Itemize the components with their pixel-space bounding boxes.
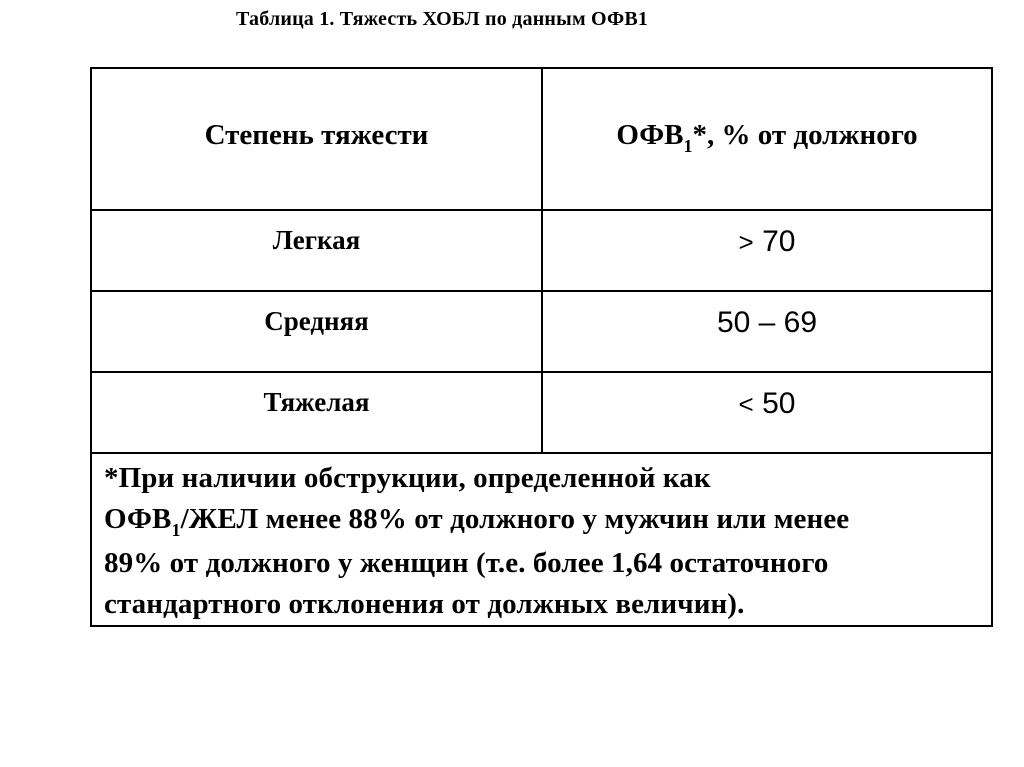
value-label	[543, 225, 991, 259]
footnote-line-3: 89% от должного у женщин (т.е. более 1,64 остаточного	[104, 547, 829, 579]
table-footnote-row	[91, 453, 992, 626]
table-header-row	[91, 68, 992, 210]
value-operator: >	[738, 226, 754, 257]
header-fev1-subscript: 1	[683, 135, 693, 156]
value-label	[543, 387, 991, 421]
value-number: 50 – 69	[716, 305, 818, 339]
footnote-line-4: стандартного отклонения от должных величин).	[104, 588, 745, 620]
grade-label: Средняя	[264, 306, 369, 336]
copd-severity-table	[90, 67, 993, 627]
grade-cell	[91, 291, 542, 372]
table-row-mild	[91, 210, 992, 291]
table-caption: Таблица 1. Тяжесть ХОБЛ по данным ОФВ1	[236, 8, 649, 30]
value-operator: <	[738, 388, 754, 419]
grade-cell	[91, 372, 542, 453]
footnote-line-2-suffix: /ЖЕЛ менее 88% от должного у мужчин или менее	[180, 503, 850, 535]
grade-label: Легкая	[272, 225, 361, 255]
value-cell	[542, 372, 992, 453]
header-severity-label: Степень тяжести	[204, 118, 429, 151]
grade-cell	[91, 210, 542, 291]
header-fev1-prefix: ОФВ	[616, 118, 684, 151]
footnote-line-1: *При наличии обструкции, определенной как	[104, 462, 711, 494]
footnote-line-2-prefix: ОФВ	[104, 503, 172, 535]
value-cell	[542, 291, 992, 372]
footnote-text	[92, 454, 991, 625]
value-number: 70	[753, 224, 796, 258]
header-fev1-suffix: *, % от должного	[692, 118, 918, 151]
value-label	[543, 306, 991, 340]
value-number: 50	[753, 386, 796, 420]
footnote-line-2-subscript: 1	[171, 520, 181, 540]
header-fev1-label	[543, 118, 991, 156]
grade-label: Тяжелая	[263, 387, 370, 417]
header-cell-fev1	[542, 68, 992, 210]
table-row-severe	[91, 372, 992, 453]
value-cell	[542, 210, 992, 291]
footnote-cell	[91, 453, 992, 626]
header-cell-severity	[91, 68, 542, 210]
table-row-moderate	[91, 291, 992, 372]
